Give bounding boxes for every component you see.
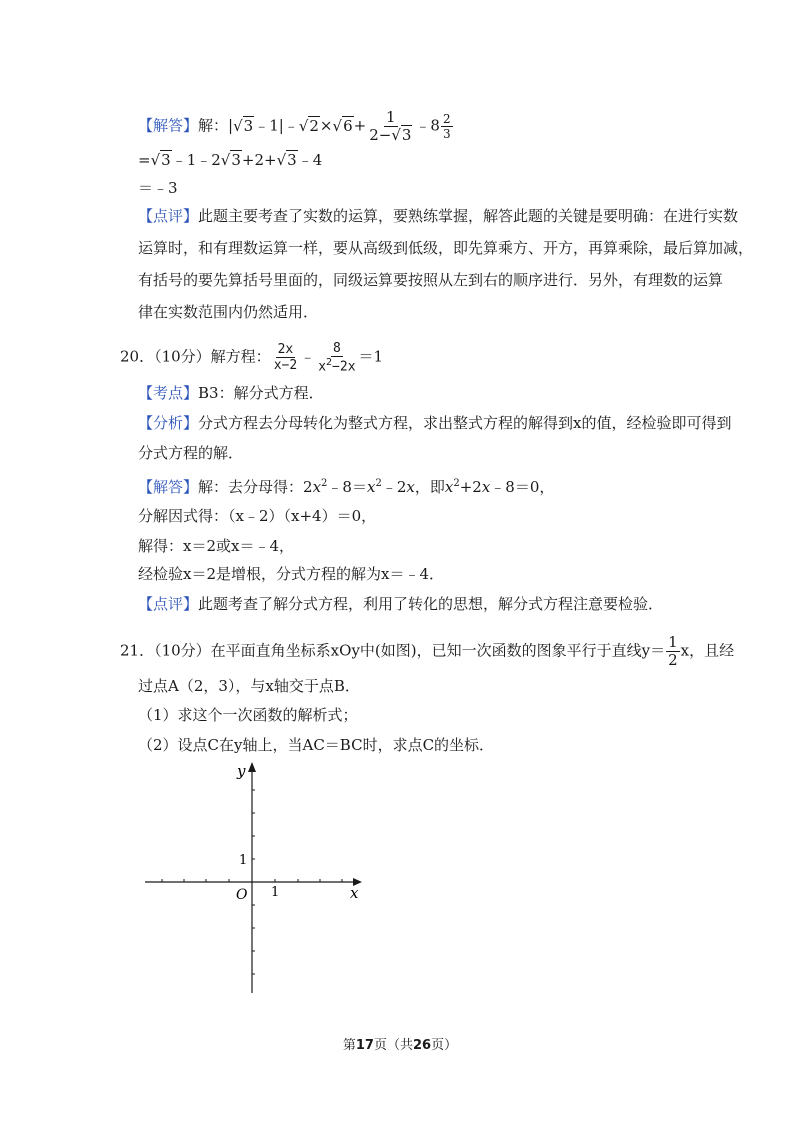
footer-pre: 第 [342, 1038, 356, 1053]
q21-stem-line2: 过点A（2，3），与x轴交于点B． [138, 677, 360, 695]
q19-step1: =√3﹣1﹣2√3+2+√3﹣4 [138, 151, 323, 169]
comment-text1: 此题主要考查了实数的运算，要熟练掌握，解答此题的关键是要明确：在进行实数 [198, 207, 739, 225]
y-unit-label: 1 [239, 853, 248, 868]
fraction: $\frac{8}{x^2-2x}$ [318, 341, 356, 375]
q21-stem-line1 [120, 635, 734, 668]
fraction: $\frac{2x}{x-2}$ [273, 342, 298, 374]
jieda-text1: 解：去分母得： [198, 478, 304, 496]
q19-comment-line1 [138, 206, 738, 226]
fenxi-text1: 分式方程去分母转化为整式方程，求出整式方程的解得到x的值，经检验即可得到 [198, 414, 732, 432]
q19-comment-line4: 律在实数范围内仍然适用． [138, 303, 319, 321]
q20-dianping [138, 594, 663, 614]
fraction: $\frac{1}{2}$ [668, 633, 678, 669]
coordinate-graph [140, 758, 370, 1003]
q20-check: 经检验x＝2是增根，分式方程的解为x＝﹣4． [138, 565, 445, 583]
y-axis-arrow [248, 762, 256, 772]
kaodian-text: B3：解分式方程． [198, 384, 324, 402]
q19-comment-line2: 运算时，和有理数运算一样，要从高级到低级，即先算乘方、开方，再算乘除，最后算加减， [138, 239, 754, 257]
y-axis-label: y [237, 762, 246, 780]
q20-factor: 分解因式得：（x﹣2）（x+4）＝0， [138, 507, 377, 525]
q20-jieda-line1: 【解答】解：去分母得：$2x^2﹣8=x^2﹣2x$，即$x^2+2x﹣8=0$， [138, 478, 555, 496]
fraction: $\frac{1}{2-√3}$ [369, 108, 412, 144]
fenxi-tag: 【分析】 [138, 414, 199, 432]
answer-lead: 解： [198, 116, 229, 135]
question-number: 20． [120, 347, 155, 366]
footer-post: 页） [431, 1038, 458, 1053]
eq-rhs: ＝1 [358, 347, 384, 366]
q19-answer-line: 【解答】解：|√3﹣1|﹣√2×√6+ $\frac{1}{2-√3}$ ﹣8 $\frac{2}{3}$ [138, 108, 451, 144]
x-unit-label: 1 [271, 885, 280, 900]
q20-solve: 解得：x＝2或x＝﹣4， [138, 537, 295, 555]
stem-b: x，且经 [680, 641, 735, 660]
step1-eq: = [138, 151, 151, 169]
jieda-tag: 【解答】 [138, 478, 199, 496]
q19-comment-line3: 有括号的要先算括号里面的，同级运算要按照从左到右的顺序进行．另外，有理数的运算 [138, 271, 724, 289]
question-number: 21． [120, 641, 155, 660]
q20-fenxi-line1 [138, 413, 731, 433]
answer-tag: 【解答】 [138, 116, 199, 135]
comment-tag: 【点评】 [138, 207, 199, 225]
q21-part1: （1）求这个一次函数的解析式； [138, 706, 358, 724]
dianping-text: 此题考查了解分式方程，利用了转化的思想，解分式方程注意要检验． [198, 595, 664, 613]
page-footer [0, 1034, 800, 1053]
origin-label: O [236, 887, 248, 903]
kaodian-tag: 【考点】 [138, 384, 199, 402]
q20-fenxi-line2: 分式方程的解． [138, 444, 244, 462]
total-pages: 26 [413, 1038, 432, 1053]
dianping-tag: 【点评】 [138, 595, 199, 613]
current-page: 17 [355, 1038, 374, 1053]
q20-kaodian [138, 383, 324, 403]
x-axis-label: x [350, 884, 359, 902]
stem-a: （10分）在平面直角坐标系xOy中(如图)，已知一次函数的图象平行于直线y＝ [154, 641, 666, 660]
footer-mid: 页（共 [373, 1038, 413, 1053]
q20-stem: 20．（10分）解方程： $\frac{2x}{x-2}$ ﹣ $\frac{8}{x^2-2x}$ ＝1 [120, 341, 384, 375]
question-stem: （10分）解方程： [154, 347, 271, 366]
q19-step2: ＝﹣3 [138, 179, 178, 197]
q21-part2: （2）设点C在y轴上，当AC＝BC时，求点C的坐标． [138, 736, 495, 754]
